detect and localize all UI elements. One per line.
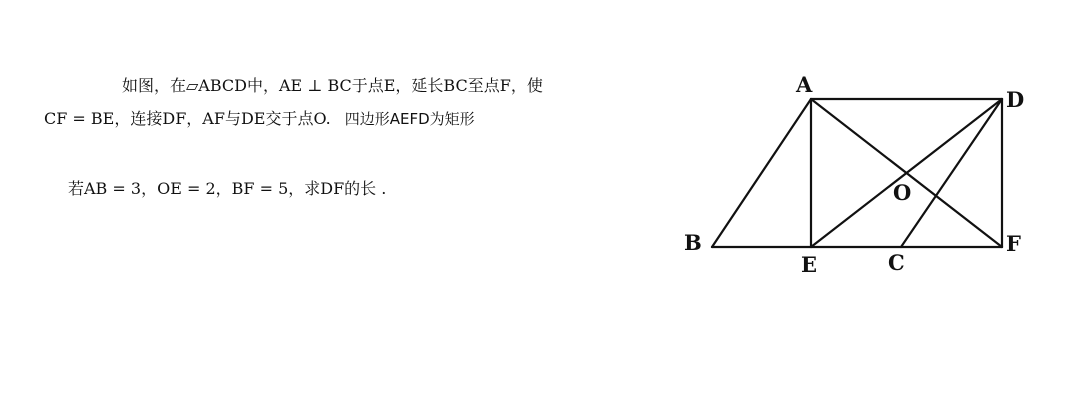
segment-DC <box>901 99 1002 247</box>
problem-line-2-text: CF = BE，连接DF，AF与DE交于点O. <box>44 109 331 128</box>
label-O: O <box>893 180 912 205</box>
problem-line-1: 如图，在▱ABCD中，AE ⊥ BC于点E，延长BC至点F，使 <box>122 76 543 95</box>
label-C: C <box>888 250 905 275</box>
rectangle-note: 四边形AEFD为矩形 <box>344 110 475 128</box>
problem-line-2 <box>44 103 475 135</box>
segment-AB <box>712 99 811 247</box>
label-B: B <box>684 230 702 255</box>
geometry-diagram <box>675 70 1035 285</box>
label-D: D <box>1006 87 1025 112</box>
label-A: A <box>796 72 813 97</box>
label-F: F <box>1006 231 1021 256</box>
problem-question: 若AB = 3，OE = 2，BF = 5，求DF的长 . <box>68 179 387 198</box>
label-E: E <box>801 252 818 277</box>
